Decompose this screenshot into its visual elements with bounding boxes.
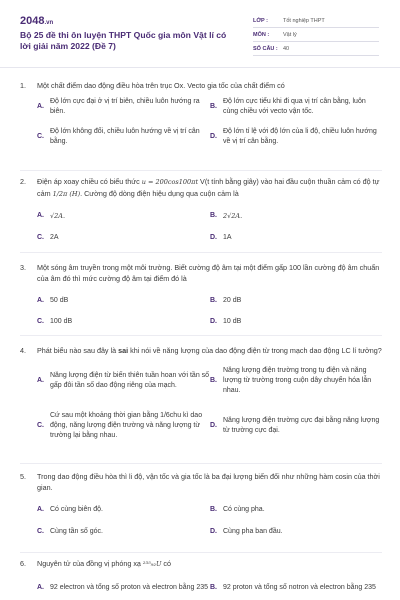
options (20, 97, 382, 151)
question-text (37, 345, 382, 356)
question-text: Một chất điểm dao động điều hòa trên trục Ox. Vecto gia tốc của chất điểm có (37, 81, 285, 90)
option-letter: C. (37, 318, 44, 325)
option-d[interactable] (210, 317, 380, 327)
option-text: Độ lớn cực đại ở vị trí biên, chiều luôn hướng ra biên. (50, 98, 200, 115)
question-text-part: có (161, 559, 172, 568)
option-letter: B. (210, 212, 217, 219)
options (20, 206, 382, 248)
question-number: 4. (20, 346, 26, 355)
option-text: 100 dB (50, 318, 73, 325)
option-letter: D. (210, 133, 217, 140)
question-text-part: V(t tính bằng giây) vào hai đầu cuộn thuần cảm có độ tự cảm (37, 177, 380, 198)
option-letter: C. (37, 422, 44, 429)
meta-row-count (253, 42, 379, 56)
option-text: Độ lớn tỉ lệ với độ lớn của li độ, chiều luôn hướng về vị trí cân bằng. (223, 128, 377, 145)
meta-value: 40 (283, 45, 290, 52)
question-text-part: Điện áp xoay chiều có biểu thức (37, 177, 142, 186)
option-d[interactable] (210, 127, 382, 147)
option-letter: A. (37, 297, 44, 304)
option-a[interactable] (37, 211, 207, 221)
question-head (20, 176, 382, 200)
option-a[interactable] (37, 296, 207, 306)
option-letter: B. (210, 297, 217, 304)
inductance-formula: 1/2π (H) (52, 190, 81, 198)
exam-meta (253, 14, 379, 56)
option-text: 20 dB (223, 297, 242, 304)
header (0, 0, 400, 66)
option-text: Có cùng pha. (223, 506, 265, 513)
question-6 (20, 558, 382, 600)
question-head (20, 262, 382, 284)
question-divider (20, 463, 382, 464)
question-head (20, 345, 382, 356)
question-number: 5. (20, 472, 26, 481)
question-number: 3. (20, 263, 26, 272)
option-b[interactable] (210, 578, 382, 598)
logo-text: 2048 (20, 15, 45, 27)
option-a[interactable] (37, 365, 213, 397)
option-letter: C. (37, 133, 44, 140)
question-number: 6. (20, 559, 26, 568)
question-text-part: Nguyên tử của đồng vị phóng xạ (37, 559, 143, 568)
option-letter: D. (210, 422, 217, 429)
meta-row-class (253, 14, 379, 28)
question-text (37, 558, 382, 570)
meta-value: Vật lý (283, 31, 297, 38)
option-c[interactable] (37, 233, 207, 243)
options (20, 499, 382, 543)
question-5 (20, 471, 382, 543)
option-letter: A. (37, 584, 44, 591)
options (20, 290, 382, 332)
option-a[interactable] (37, 505, 207, 515)
option-text: 1A (223, 234, 232, 241)
question-head (20, 471, 382, 493)
question-1 (20, 80, 382, 151)
option-text: Có cùng biên độ. (50, 506, 103, 513)
option-text: 92 proton và tổng số notron và electron bằng 235 (223, 584, 376, 591)
option-d[interactable] (210, 233, 380, 243)
option-letter: C. (37, 528, 44, 535)
option-b[interactable] (210, 97, 382, 117)
page-title: Bộ 25 đề thi ôn luyện THPT Quốc gia môn Vật lí có lời giải năm 2022 (Đề 7) (20, 30, 227, 51)
option-text: 50 dB (50, 297, 69, 304)
option-d[interactable] (210, 527, 380, 537)
option-c[interactable] (37, 527, 207, 537)
option-letter: B. (210, 584, 217, 591)
meta-value: Tốt nghiệp THPT (283, 17, 325, 24)
option-letter: A. (37, 212, 44, 219)
option-d[interactable] (210, 410, 382, 442)
question-3 (20, 262, 382, 332)
options (20, 362, 382, 452)
option-text: 92 electron và tổng số proton và electron bằng 235 (50, 584, 208, 591)
logo-suffix: .vn (44, 20, 54, 26)
question-head (20, 558, 382, 570)
option-text: Năng lượng điện trường trong tụ điện và năng lượng từ trường trong cuộn dây chuyển hóa lẫn nhau. (223, 367, 372, 394)
question-divider (20, 552, 382, 553)
option-text: Độ lớn không đổi, chiều luôn hướng về vị trí cân bằng. (50, 128, 200, 145)
option-letter: D. (210, 528, 217, 535)
option-b[interactable] (210, 211, 380, 221)
option-text: 10 dB (223, 318, 242, 325)
option-letter: B. (210, 377, 217, 384)
option-a[interactable] (37, 578, 213, 598)
option-text: Năng lượng điện trường cực đại bằng năng lượng từ trường cực đại. (223, 417, 380, 434)
option-text: Năng lượng điện từ biến thiên tuần hoan với tần số gấp đôi tần số dao động riêng của mạch. (50, 372, 210, 389)
option-b[interactable] (210, 365, 382, 397)
voltage-formula: u = 200cos100πt (141, 178, 199, 186)
option-letter: D. (210, 318, 217, 325)
question-text (37, 176, 382, 200)
emphasis-text: sai (118, 346, 129, 355)
option-letter: B. (210, 506, 217, 513)
option-text: 2√2A. (223, 212, 243, 220)
site-logo[interactable] (20, 15, 53, 27)
question-text-part: Phát biểu nào sau đây là (37, 346, 119, 355)
option-text: Cùng pha ban đầu. (223, 528, 283, 535)
option-c[interactable] (37, 317, 207, 327)
header-divider (0, 67, 400, 68)
question-4 (20, 345, 382, 452)
question-number: 2. (20, 177, 26, 186)
option-letter: C. (37, 234, 44, 241)
question-head (20, 80, 382, 91)
question-divider (20, 170, 382, 171)
question-text: Một sóng âm truyền trong một môi trường. Biết cường độ âm tại một điểm gấp 100 lần cường độ âm chuẩn của âm đó thì mức cường độ âm tại điểm đó là (37, 263, 380, 283)
option-c[interactable] (37, 127, 213, 147)
isotope-formula: ²³⁵₉₂U (142, 560, 162, 568)
question-2 (20, 176, 382, 248)
option-letter: A. (37, 377, 44, 384)
question-number: 1. (20, 81, 26, 90)
question-divider (20, 252, 382, 253)
question-text-part: . Cường độ dòng điện hiệu dụng qua cuộn cảm là (80, 189, 239, 198)
meta-label: LỚP : (253, 17, 268, 24)
option-a[interactable] (37, 97, 213, 117)
option-text: Độ lớn cực tiểu khi đi qua vị trí cân bằng, luôn cùng chiều với vecto vận tốc. (223, 98, 366, 115)
option-text: 2A (50, 234, 59, 241)
option-c[interactable] (37, 410, 213, 442)
meta-label: MÔN : (253, 31, 270, 38)
meta-row-subject (253, 28, 379, 42)
option-letter: A. (37, 506, 44, 513)
question-text: Trong dao động điều hòa thì li độ, vận tốc và gia tốc là ba đại lượng biến đổi như những hàm cosin của thời gian. (37, 472, 380, 492)
option-text: √2A. (50, 212, 66, 220)
question-divider (20, 335, 382, 336)
options (20, 576, 382, 600)
option-letter: B. (210, 103, 217, 110)
option-letter: A. (37, 103, 44, 110)
option-text: Cùng tần số góc. (50, 528, 103, 535)
option-b[interactable] (210, 296, 380, 306)
question-text-part: khi nói về năng lượng của dao động điện từ trong mạch dao động LC lí tưởng? (128, 346, 382, 355)
meta-label: SỐ CÂU : (253, 45, 278, 52)
option-text: Cứ sau một khoảng thời gian bằng 1/6chu kì dao động, năng lượng điện trường và năng lượng từ trường lại bằng nhau. (50, 412, 203, 439)
option-b[interactable] (210, 505, 380, 515)
option-letter: D. (210, 234, 217, 241)
